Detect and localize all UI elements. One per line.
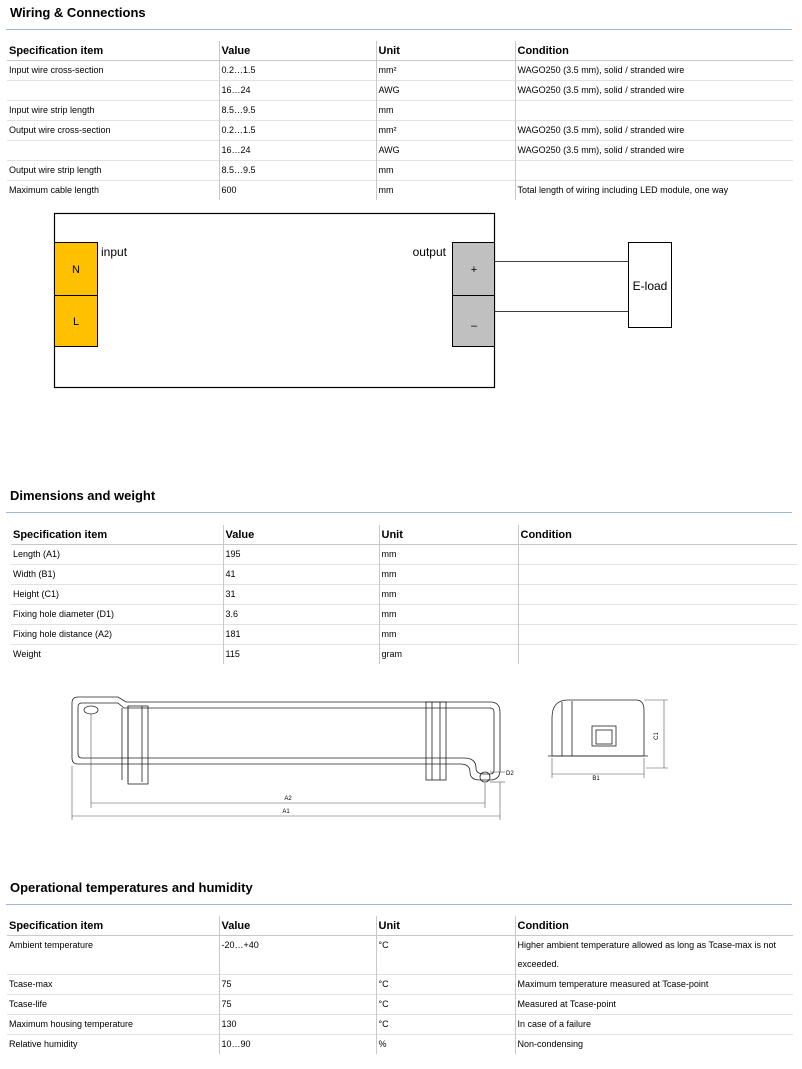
spec-item: Relative humidity [9, 1039, 78, 1049]
spec-item: Ambient temperature [9, 940, 94, 950]
section-title-wiring: Wiring & Connections [10, 5, 146, 20]
spec-condition: Maximum temperature measured at Tcase-point [515, 975, 793, 995]
label-d2: D2 [506, 771, 514, 777]
spec-unit: mm [376, 181, 515, 201]
section-divider [6, 904, 792, 905]
column-header: Specification item [9, 44, 104, 57]
column-header: Value [219, 41, 376, 61]
table-row [7, 81, 793, 101]
spec-unit: mm² [376, 61, 515, 81]
label-b1: B1 [592, 776, 600, 782]
spec-unit: mm [376, 101, 515, 121]
spec-item: Maximum housing temperature [9, 1019, 134, 1029]
column-header: Value [223, 525, 379, 545]
table-header-row [11, 525, 797, 545]
spec-value: 8.5…9.5 [219, 161, 376, 181]
spec-unit: mm [379, 585, 518, 605]
spec-item: Input wire cross-section [9, 65, 104, 75]
spec-condition [518, 565, 797, 585]
column-header: Specification item [9, 919, 104, 932]
table-row [7, 61, 793, 81]
e-load-label: E-load [632, 279, 668, 293]
spec-condition: Measured at Tcase-point [515, 995, 793, 1015]
spec-unit: mm [379, 545, 518, 565]
section-title-operational: Operational temperatures and humidity [10, 880, 253, 895]
spec-value: 75 [219, 995, 376, 1015]
spec-condition [518, 585, 797, 605]
spec-item [7, 141, 219, 161]
table-row [7, 995, 793, 1015]
table-row [11, 565, 797, 585]
spec-unit: mm [379, 625, 518, 645]
table-row [7, 1035, 793, 1055]
table-header-row [7, 916, 793, 936]
operational-table [7, 916, 793, 1054]
column-header: Specification item [13, 528, 108, 541]
spec-item: Fixing hole distance (A2) [13, 629, 113, 639]
table-row [11, 585, 797, 605]
spec-value: -20…+40 [219, 936, 376, 975]
spec-item: Width (B1) [13, 569, 56, 579]
label-a2: A2 [284, 796, 292, 802]
spec-unit: °C [376, 995, 515, 1015]
spec-condition [518, 605, 797, 625]
spec-unit: °C [376, 1015, 515, 1035]
spec-item: Output wire cross-section [9, 125, 111, 135]
section-divider [6, 29, 792, 30]
spec-item: Tcase-life [9, 999, 48, 1009]
top-view-drawing [60, 690, 520, 825]
table-header-row [7, 41, 793, 61]
spec-item: Fixing hole diameter (D1) [13, 609, 115, 619]
table-row [11, 605, 797, 625]
side-window-inner [596, 730, 612, 744]
spec-condition [515, 161, 793, 181]
spec-condition: In case of a failure [515, 1015, 793, 1035]
spec-item: Input wire strip length [9, 105, 95, 115]
end-cap-left [128, 706, 148, 784]
spec-item: Weight [13, 649, 41, 659]
spec-value: 3.6 [223, 605, 379, 625]
fixing-hole-left [84, 706, 98, 714]
spec-item: Maximum cable length [9, 185, 100, 195]
spec-unit: AWG [376, 141, 515, 161]
side-view-drawing [540, 690, 680, 790]
spec-condition [518, 545, 797, 565]
column-header: Condition [518, 525, 797, 545]
spec-item: Output wire strip length [9, 165, 102, 175]
spec-condition: Non-condensing [515, 1035, 793, 1055]
spec-value: 115 [223, 645, 379, 665]
spec-value: 130 [219, 1015, 376, 1035]
terminal-l-label: L [72, 316, 80, 328]
spec-value: 195 [223, 545, 379, 565]
terminal-plus-label: + [470, 264, 478, 276]
spec-value: 16…24 [219, 81, 376, 101]
spec-unit: AWG [376, 81, 515, 101]
column-header: Value [219, 916, 376, 936]
spec-unit: mm [379, 565, 518, 585]
section-divider [6, 512, 792, 513]
spec-value: 41 [223, 565, 379, 585]
spec-value: 31 [223, 585, 379, 605]
section-title-dimensions: Dimensions and weight [10, 488, 156, 503]
spec-unit: mm² [376, 121, 515, 141]
spec-value: 0.2…1.5 [219, 121, 376, 141]
spec-unit: mm [376, 161, 515, 181]
column-header: Unit [376, 916, 515, 936]
terminal-minus-label: – [470, 320, 478, 332]
dimensions-table [11, 525, 797, 664]
spec-item: Height (C1) [13, 589, 60, 599]
table-row [7, 101, 793, 121]
table-row [7, 121, 793, 141]
column-header: Condition [515, 41, 793, 61]
table-row [7, 936, 793, 975]
output-label: output [412, 245, 446, 259]
table-row [7, 181, 793, 201]
terminal-n-label: N [72, 264, 80, 276]
label-c1: C1 [654, 732, 660, 740]
side-profile [552, 700, 644, 756]
spec-value: 0.2…1.5 [219, 61, 376, 81]
spec-condition [518, 625, 797, 645]
table-row [7, 141, 793, 161]
spec-condition: WAGO250 (3.5 mm), solid / stranded wire [515, 141, 793, 161]
spec-value: 8.5…9.5 [219, 101, 376, 121]
spec-unit: gram [379, 645, 518, 665]
table-row [7, 975, 793, 995]
table-row [7, 1015, 793, 1035]
fixing-hole-right [480, 772, 490, 782]
driver-housing [55, 214, 495, 388]
spec-condition [518, 645, 797, 665]
table-row [11, 625, 797, 645]
spec-condition: Higher ambient temperature allowed as long as Tcase-max is not exceeded. [515, 936, 793, 975]
spec-unit: °C [376, 936, 515, 975]
spec-condition: Total length of wiring including LED module, one way [515, 181, 793, 201]
input-label: input [101, 245, 128, 259]
spec-item: Length (A1) [13, 549, 61, 559]
end-cap-right [426, 702, 446, 780]
column-header: Condition [515, 916, 793, 936]
spec-unit: °C [376, 975, 515, 995]
wiring-diagram [0, 205, 700, 400]
side-window [592, 726, 616, 746]
spec-value: 16…24 [219, 141, 376, 161]
spec-item [7, 81, 219, 101]
spec-condition: WAGO250 (3.5 mm), solid / stranded wire [515, 81, 793, 101]
spec-condition: WAGO250 (3.5 mm), solid / stranded wire [515, 121, 793, 141]
table-row [11, 645, 797, 665]
spec-unit: mm [379, 605, 518, 625]
table-row [7, 161, 793, 181]
spec-item: Tcase-max [9, 979, 53, 989]
table-row [11, 545, 797, 565]
spec-value: 10…90 [219, 1035, 376, 1055]
housing-outline [72, 697, 500, 780]
spec-condition [515, 101, 793, 121]
spec-value: 181 [223, 625, 379, 645]
spec-value: 600 [219, 181, 376, 201]
spec-value: 75 [219, 975, 376, 995]
column-header: Unit [376, 41, 515, 61]
spec-unit: % [376, 1035, 515, 1055]
wiring-table [7, 41, 793, 200]
column-header: Unit [379, 525, 518, 545]
spec-condition: WAGO250 (3.5 mm), solid / stranded wire [515, 61, 793, 81]
label-a1: A1 [282, 809, 290, 815]
